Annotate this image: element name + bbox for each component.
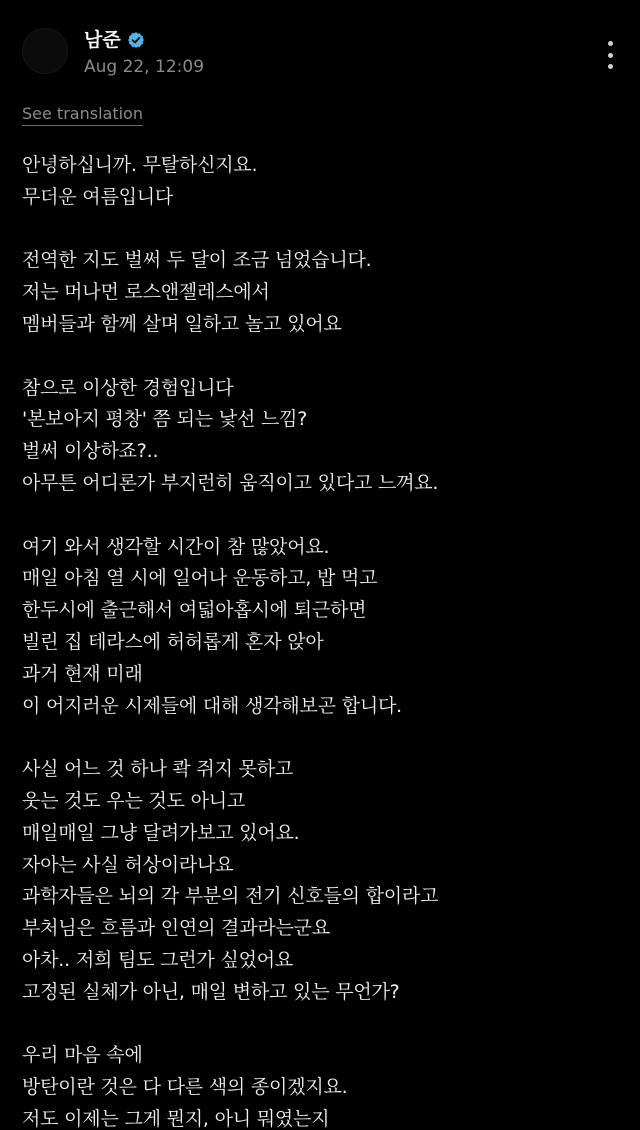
- post-text-line: 멤버들과 함께 살며 일하고 놀고 있어요: [22, 312, 342, 335]
- post-text-line: 고정된 실체가 아닌, 매일 변하고 있는 무언가?: [22, 980, 400, 1003]
- post-text-line: 과거 현재 미래: [22, 662, 143, 685]
- paragraph-gap: [22, 214, 622, 246]
- verified-badge-icon: [127, 31, 145, 49]
- post-text-line: 참으로 이상한 경험입니다: [22, 376, 234, 399]
- post-text-line: 자아는 사실 허상이라나요: [22, 853, 234, 876]
- post-text-line: 과학자들은 뇌의 각 부분의 전기 신호들의 합이라고: [22, 885, 439, 908]
- post-text-line: 사실 어느 것 하나 콱 쥐지 못하고: [22, 758, 294, 781]
- author-row: [84, 27, 145, 53]
- see-translation-link[interactable]: See translation: [22, 104, 143, 126]
- post-text-line: 무더운 여름입니다: [22, 185, 174, 208]
- paragraph-gap: [22, 341, 622, 373]
- post-text-line: 웃는 것도 우는 것도 아니고: [22, 789, 246, 812]
- paragraph-gap: [22, 500, 622, 532]
- post-text-line: 방탄이란 것은 다 다른 색의 종이겠지요.: [22, 1076, 348, 1099]
- post-text-line: 한두시에 출근해서 여덟아홉시에 퇴근하면: [22, 599, 367, 622]
- post-text-line: 매일매일 그냥 달려가보고 있어요.: [22, 821, 300, 844]
- more-vertical-icon: [608, 41, 613, 46]
- author-avatar[interactable]: [22, 28, 68, 74]
- post-text-line: 부처님은 흐름과 인연의 결과라는군요: [22, 917, 330, 940]
- post-text-line: 아무튼 어디론가 부지런히 움직이고 있다고 느껴요.: [22, 471, 439, 494]
- post-text-line: 이 어지러운 시제들에 대해 생각해보곤 합니다.: [22, 694, 402, 717]
- author-name[interactable]: 남준: [84, 29, 121, 51]
- post-text-line: 벌써 이상하죠?..: [22, 440, 159, 463]
- post-text-line: 매일 아침 열 시에 일어나 운동하고, 밥 먹고: [22, 567, 378, 590]
- post-text-line: 안녕하십니까. 무탈하신지요.: [22, 154, 258, 176]
- post-text-line: 아차.. 저희 팀도 그런가 싶었어요: [22, 948, 294, 971]
- post-header: [0, 0, 640, 90]
- post-text-line: 전역한 지도 벌써 두 달이 조금 넘었습니다.: [22, 249, 372, 272]
- post-timestamp: Aug 22, 12:09: [84, 57, 205, 77]
- post-text-line: 여기 와서 생각할 시간이 참 많았어요.: [22, 535, 330, 558]
- paragraph-gap: [22, 1009, 622, 1041]
- post-text-line: '본보아지 평창' 쯤 되는 낯선 느낌?: [22, 408, 308, 431]
- post-text-line: 저는 머나먼 로스앤젤레스에서: [22, 281, 270, 304]
- post-body: [22, 150, 622, 1130]
- more-vertical-icon: [608, 64, 613, 69]
- more-vertical-icon: [608, 53, 613, 58]
- more-options-button[interactable]: [600, 38, 620, 72]
- post-text-line: 저도 이제는 그게 뭔지, 아니 뭐였는지: [22, 1107, 330, 1130]
- paragraph-gap: [22, 722, 622, 754]
- post-text-line: 빌린 집 테라스에 허허롭게 혼자 앉아: [22, 630, 324, 653]
- post-text-line: 우리 마음 속에: [22, 1044, 143, 1067]
